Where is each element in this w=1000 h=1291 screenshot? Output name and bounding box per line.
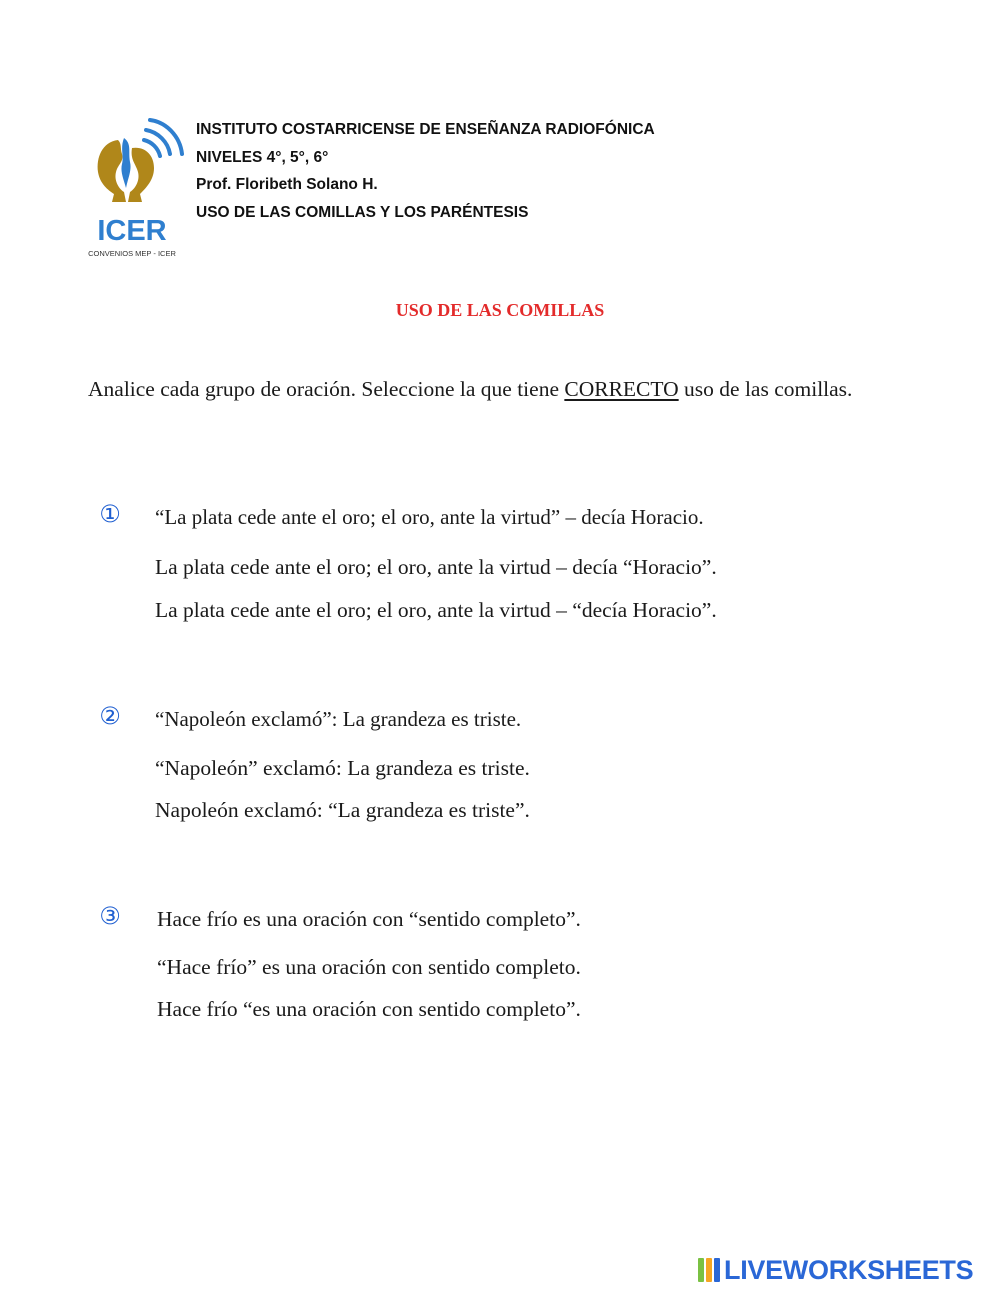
instruction-text xyxy=(88,374,908,405)
group-3-option-2[interactable]: “Hace frío” es una oración con sentido completo. xyxy=(157,955,581,979)
teacher-name: Prof. Floribeth Solano H. xyxy=(196,176,378,193)
group-2-option-1[interactable]: “Napoleón exclamó”: La grandeza es triste. xyxy=(155,707,522,731)
section-title: USO DE LAS COMILLAS xyxy=(395,300,605,320)
group-2-option-2[interactable]: “Napoleón” exclamó: La grandeza es triste. xyxy=(155,756,530,780)
group-2-option-3[interactable]: Napoleón exclamó: “La grandeza es triste”. xyxy=(155,798,530,822)
group-1-option-2[interactable]: La plata cede ante el oro; el oro, ante la virtud – decía “Horacio”. xyxy=(155,555,717,579)
logo-subtext: CONVENIOS MEP - ICER xyxy=(88,249,176,258)
levels: NIVELES 4°, 5°, 6° xyxy=(196,148,329,166)
group-3-number: ③ xyxy=(99,902,121,930)
group-3-option-1[interactable]: Hace frío es una oración con “sentido completo”. xyxy=(157,907,581,931)
institute-name: INSTITUTO COSTARRICENSE DE ENSEÑANZA RADIOFÓNICA xyxy=(196,121,655,138)
instruction-before: Analice cada grupo de oración. Seleccione la que tiene xyxy=(88,377,565,401)
liveworksheets-logo-icon xyxy=(697,1256,721,1284)
liveworksheets-watermark xyxy=(697,1254,973,1286)
instruction-after: uso de las comillas. xyxy=(678,377,853,401)
group-3-option-3[interactable]: Hace frío “es una oración con sentido completo”. xyxy=(157,997,581,1021)
topic: USO DE LAS COMILLAS Y LOS PARÉNTESIS xyxy=(196,203,529,221)
instruction-emphasis: CORRECTO xyxy=(564,377,679,401)
logo-text: ICER xyxy=(97,215,167,247)
group-1-option-3[interactable]: La plata cede ante el oro; el oro, ante la virtud – “decía Horacio”. xyxy=(155,598,717,622)
group-1-option-1[interactable]: “La plata cede ante el oro; el oro, ante la virtud” – decía Horacio. xyxy=(155,505,704,529)
watermark-text: LIVEWORKSHEETS xyxy=(724,1254,974,1285)
group-1-number: ① xyxy=(99,500,121,528)
icer-logo xyxy=(88,118,188,260)
document-header xyxy=(196,116,655,226)
group-2-number: ② xyxy=(99,702,121,730)
